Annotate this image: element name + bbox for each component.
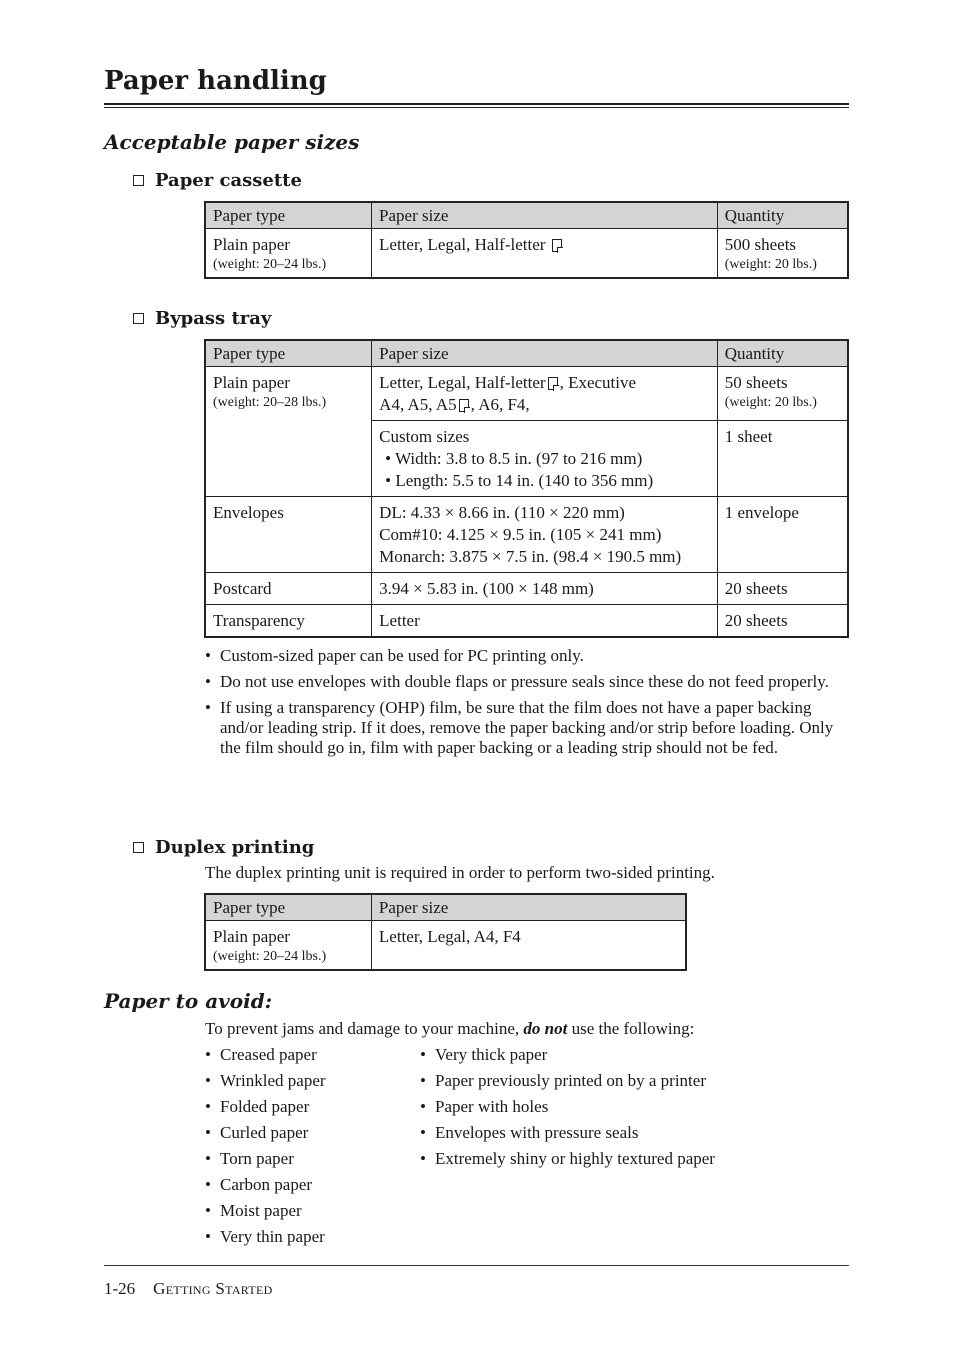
weight-note: (weight: 20–28 lbs.) (213, 395, 327, 410)
list-item: • Carbon paper (205, 1175, 326, 1201)
table-header-row (205, 340, 848, 367)
column-header: Paper size (371, 894, 686, 921)
table-cell (205, 921, 371, 971)
duplex-heading (133, 837, 314, 858)
page-number: 1-26 (104, 1279, 136, 1298)
column-header: Paper type (205, 202, 372, 229)
list-item: • If using a transparency (OHP) film, be sure that the film does not have a paper backing and/or leading strip. If it does, remove the paper backing and/or strip before loading. Only the film should go in, film with paper backing or a leading strip should not be fed. (205, 698, 845, 758)
avoid-list-right (420, 1045, 715, 1175)
quantity: 50 sheets (724, 373, 788, 392)
list-item: • Creased paper (205, 1045, 326, 1071)
checkbox-square-icon (133, 313, 144, 324)
table-cell (717, 229, 848, 279)
table-cell (205, 497, 372, 573)
table-cell (205, 605, 372, 638)
avoid-intro (205, 1019, 694, 1039)
cassette-table (204, 201, 849, 279)
footer-rule (104, 1265, 849, 1266)
paper-size: 3.94 × 5.83 in. (100 × 148 mm) (379, 579, 594, 598)
table-cell (372, 367, 718, 421)
quantity: 1 sheet (724, 427, 773, 446)
table-cell (372, 605, 718, 638)
paper-type: Plain paper (213, 235, 290, 254)
size-range: • Length: 5.5 to 14 in. (140 to 356 mm) (385, 471, 654, 490)
column-header: Paper size (372, 202, 718, 229)
list-item: • Torn paper (205, 1149, 326, 1175)
intro-text: To prevent jams and damage to your machine, (205, 1019, 524, 1038)
column-header: Paper type (205, 340, 372, 367)
list-item: • Envelopes with pressure seals (420, 1123, 715, 1149)
list-item: • Very thin paper (205, 1227, 326, 1253)
paper-type: Plain paper (213, 927, 290, 946)
table-row (205, 921, 686, 971)
table-row (205, 573, 848, 605)
column-header: Paper size (372, 340, 718, 367)
table-cell (717, 605, 848, 638)
column-header: Paper type (205, 894, 371, 921)
list-item: • Moist paper (205, 1201, 326, 1227)
column-header: Quantity (717, 202, 848, 229)
table-cell (372, 497, 718, 573)
paper-size: , A6, F4, (470, 395, 530, 414)
weight-note: (weight: 20–24 lbs.) (213, 257, 327, 272)
table-row (205, 229, 848, 279)
list-item: • Wrinkled paper (205, 1071, 326, 1097)
list-item: • Curled paper (205, 1123, 326, 1149)
quantity: 20 sheets (724, 611, 788, 630)
paper-size: A4, A5, A5 (379, 395, 457, 414)
paper-size: DL: 4.33 × 8.66 in. (110 × 220 mm) (379, 503, 625, 522)
quantity: 500 sheets (724, 235, 797, 254)
paper-type: Plain paper (213, 373, 290, 392)
table-row (205, 497, 848, 573)
table-cell (205, 367, 372, 497)
table-cell (717, 367, 848, 421)
table-row (205, 367, 848, 421)
cassette-heading-label: Paper cassette (155, 170, 302, 191)
column-header: Quantity (717, 340, 848, 367)
table-cell (372, 229, 718, 279)
bypass-table (204, 339, 849, 638)
portrait-orientation-icon (552, 239, 562, 252)
page-footer (104, 1279, 273, 1299)
bypass-heading (133, 308, 271, 329)
list-item: • Folded paper (205, 1097, 326, 1123)
bypass-heading-label: Bypass tray (155, 308, 272, 329)
list-item: • Paper previously printed on by a printer (420, 1071, 715, 1097)
weight-note: (weight: 20 lbs.) (724, 257, 817, 272)
notes-list (205, 646, 845, 764)
duplex-description: The duplex printing unit is required in order to perform two-sided printing. (205, 863, 715, 882)
duplex-heading-label: Duplex printing (155, 837, 315, 858)
portrait-orientation-icon (459, 399, 469, 412)
table-cell (717, 421, 848, 497)
list-item: • Paper with holes (420, 1097, 715, 1123)
table-header-row (205, 202, 848, 229)
paper-size: Com#10: 4.125 × 9.5 in. (105 × 241 mm) (379, 525, 662, 544)
chapter-title: Getting Started (153, 1279, 273, 1298)
cassette-heading (133, 170, 302, 191)
list-item: • Very thick paper (420, 1045, 715, 1071)
paper-size: Letter, Legal, A4, F4 (378, 927, 521, 946)
table-cell (372, 573, 718, 605)
table-header-row (205, 894, 686, 921)
table-row (205, 605, 848, 638)
paper-type: Postcard (213, 579, 272, 598)
checkbox-square-icon (133, 842, 144, 853)
paper-size: Letter (379, 611, 420, 630)
list-item: • Custom-sized paper can be used for PC printing only. (205, 646, 845, 666)
table-cell (717, 497, 848, 573)
table-cell (371, 921, 686, 971)
duplex-table (204, 893, 687, 971)
emphasis-text: do not (523, 1019, 568, 1038)
quantity: 1 envelope (724, 503, 799, 522)
paper-size: Monarch: 3.875 × 7.5 in. (98.4 × 190.5 mm) (379, 547, 682, 566)
list-item: • Extremely shiny or highly textured paper (420, 1149, 715, 1175)
checkbox-square-icon (133, 175, 144, 186)
table-cell (205, 229, 372, 279)
paper-size: , Executive (559, 373, 637, 392)
paper-size: Custom sizes (379, 427, 470, 446)
portrait-orientation-icon (548, 377, 558, 390)
table-cell (205, 573, 372, 605)
paper-size: Letter, Legal, Half-letter (379, 373, 546, 392)
quantity: 20 sheets (724, 579, 788, 598)
page-title: Paper handling (104, 66, 327, 96)
weight-note: (weight: 20 lbs.) (724, 395, 817, 410)
table-cell (717, 573, 848, 605)
size-range: • Width: 3.8 to 8.5 in. (97 to 216 mm) (385, 449, 643, 468)
list-item: • Do not use envelopes with double flaps or pressure seals since these do not feed properly. (205, 672, 845, 692)
avoid-list-left (205, 1045, 326, 1253)
weight-note: (weight: 20–24 lbs.) (213, 949, 327, 964)
section-heading-sizes: Acceptable paper sizes (104, 130, 360, 154)
paper-size: Letter, Legal, Half-letter (379, 235, 546, 254)
table-cell (372, 421, 718, 497)
paper-type: Transparency (213, 611, 305, 630)
intro-text: use the following: (567, 1019, 695, 1038)
paper-type: Envelopes (213, 503, 284, 522)
title-rule (104, 103, 849, 108)
section-heading-avoid: Paper to avoid: (104, 989, 273, 1013)
